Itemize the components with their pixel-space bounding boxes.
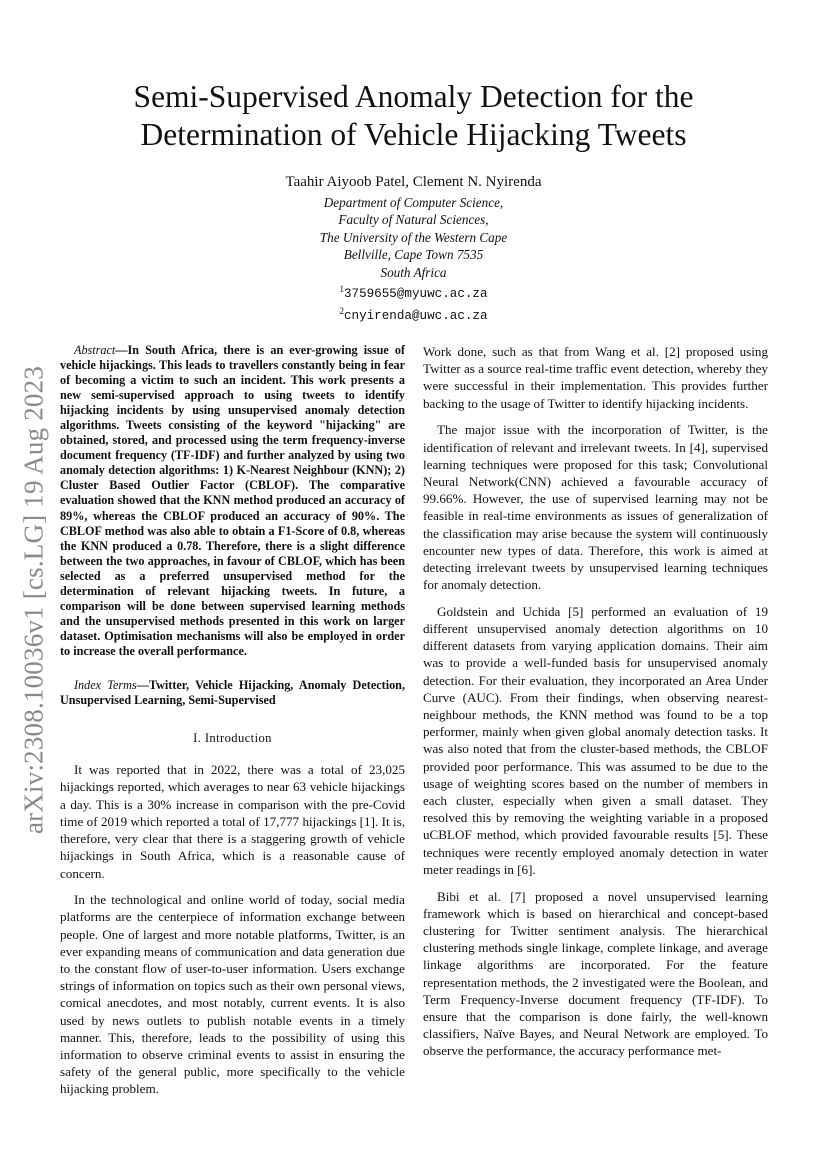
index-terms — [60, 678, 405, 708]
title-line-1: Semi-Supervised Anomaly Detection for the — [133, 79, 694, 114]
affiliation-line: South Africa — [380, 264, 447, 280]
index-terms-label: Index Terms — [74, 677, 137, 692]
left-column — [60, 343, 405, 1107]
affiliation-line: Department of Computer Science, — [323, 195, 504, 210]
abstract-label: Abstract — [74, 343, 116, 357]
email-mark: 1 — [339, 284, 344, 295]
title-line-2: Determination of Vehicle Hijacking Tweets — [140, 117, 687, 152]
affiliation-line: Faculty of Natural Sciences, — [338, 212, 489, 228]
paragraph: Goldstein and Uchida [5] performed an evaluation of 19 different unsupervised anomaly detection algorithms on 10 different datasets from varying application domains. Their aim was to provide a well-funded basis for unsupervised anomaly detection. For their evaluation, they incorporated an Area Under Curve (AUC). From their findings, when observing nearest-neighbour methods, the KNN method was found to be a top performer, mainly when given global anomaly detection tasks. It was also noted that from the cluster-based methods, the CBLOF provided poor performance. This was assumed to be due to the usage of weighting scores based on the number of members in each cluster, especially when given a small dataset. They resolved this by removing the weighting variable in a proposed uCBLOF method, which provided favourable results [5]. These techniques were recently employed anomaly detection in water meter readings in [6]. — [423, 603, 768, 877]
affiliation-block — [60, 194, 767, 326]
arxiv-stamp — [14, 340, 54, 860]
paragraph: Bibi et al. [7] proposed a novel unsupervised learning framework which is based on hierarchical and concept-based clustering for Twitter sentiment analysis. The hierarchical clustering methods single linkage, complete linkage, and average linkage algorithms are incorporated. For the feature representation methods, the 2 investigated were the Boolean, and Term Frequency-Inverse document frequency (TF-IDF). To ensure that the comparison is done fairly, the well-known classifiers, Naïve Bayes, and Neural Network are employed. To observe the performance, the accuracy performance met- — [423, 888, 768, 1059]
email-address: cnyirenda@uwc.ac.za — [343, 309, 488, 324]
email-mark: 2 — [339, 306, 344, 317]
arxiv-stamp-text: arXiv:2308.10036v1 [cs.LG] 19 Aug 2023 — [18, 365, 49, 835]
email-2[interactable] — [60, 303, 767, 325]
paper-title — [60, 78, 767, 154]
email-address: 3759655@myuwc.ac.za — [343, 287, 488, 302]
paragraph: Work done, such as that from Wang et al. [2] proposed using Twitter as a source real-time traffic event detection, whereby they were successful in their implementation. This provides further backing to the usage of Twitter to identify hijacking incidents. — [423, 344, 768, 411]
abstract-text: —In South Africa, there is an ever-growing issue of vehicle hijackings. This leads to travellers constantly being in fear of becoming a victim to such an incident. This work presents a new semi-supervised approach to using tweets to identify hijacking incidents by using unsupervised anomaly detection algorithms. Tweets consisting of the keyword "hijacking" are obtained, stored, and processed using the term frequency-inverse document frequency (TF-IDF) and further analyzed by using two anomaly detection algorithms: 1) K-Nearest Neighbour (KNN); 2) Cluster Based Outlier Factor (CBLOF). The comparative evaluation showed that the KNN method produced an accuracy of 89%, whereas the CBLOF produced an accuracy of 90%. The CBLOF method was also able to obtain a F1-Score of 0.8, whereas the KNN produced a 0.78. Therefore, there is a slight difference between the two approaches, in favour of CBLOF, which has been selected as a preferred unsupervised method for the determination of relevant hijacking tweets. In future, a comparison will be done between supervised learning methods and the unsupervised methods presented in this work on larger dataset. Optimisation mechanisms will also be employed in order to increase the overall performance. — [60, 343, 405, 658]
index-terms-text: —Twitter, Vehicle Hijacking, Anomaly Detection, Unsupervised Learning, Semi-Supervised — [60, 677, 406, 708]
affiliation-line: Bellville, Cape Town 7535 — [343, 247, 484, 263]
email-1[interactable] — [60, 281, 767, 303]
affiliation-line: The University of the Western Cape — [319, 229, 508, 245]
paragraph: The major issue with the incorporation of Twitter, is the identification of relevant and irrelevant tweets. In [4], supervised learning techniques were proposed for this task; Convolutional Neural Network(CNN) achieved a favourable accuracy of 99.66%. However, the use of supervised learning may not be feasible in real-time environments as issues of generalization of the classification may arise because the system will continuously encounter new types of data. Therefore, this work is aimed at detecting irrelevant tweets by unsupervised learning techniques for anomaly detection. — [423, 422, 768, 593]
paragraph: It was reported that in 2022, there was a total of 23,025 hijackings reported, which averages to near 63 vehicle hijackings a day. This is a 30% increase in comparison with the pre-Covid time of 2019 which reported a total of 17,777 hijackings [1]. It is, therefore, very clear that there is a staggering growth of vehicle hijackings in South Africa, which is a reasonable cause of concern. — [60, 762, 405, 881]
author-list: Taahir Aiyoob Patel, Clement N. Nyirenda — [285, 174, 542, 190]
section-heading-introduction: I. Introduction — [193, 731, 272, 746]
paragraph: In the technological and online world of today, social media platforms are the centerpiece of information exchange between people. One of largest and more notable platforms, Twitter, is an ever expanding means of communication and data generation due to the constant flow of user-to-user information. Users exchange strings of information on topics such as their own personal views, comical anecdotes, and most notably, current events. It is also used by news outlets to publish notable events in a timely manner. This, therefore, leads to the possibility of using this information to observe criminal events to assist in ensuring the safety of the general public, more specifically to the vehicle hijacking problem. — [60, 892, 405, 1097]
right-column — [423, 343, 768, 1069]
abstract — [60, 343, 405, 659]
